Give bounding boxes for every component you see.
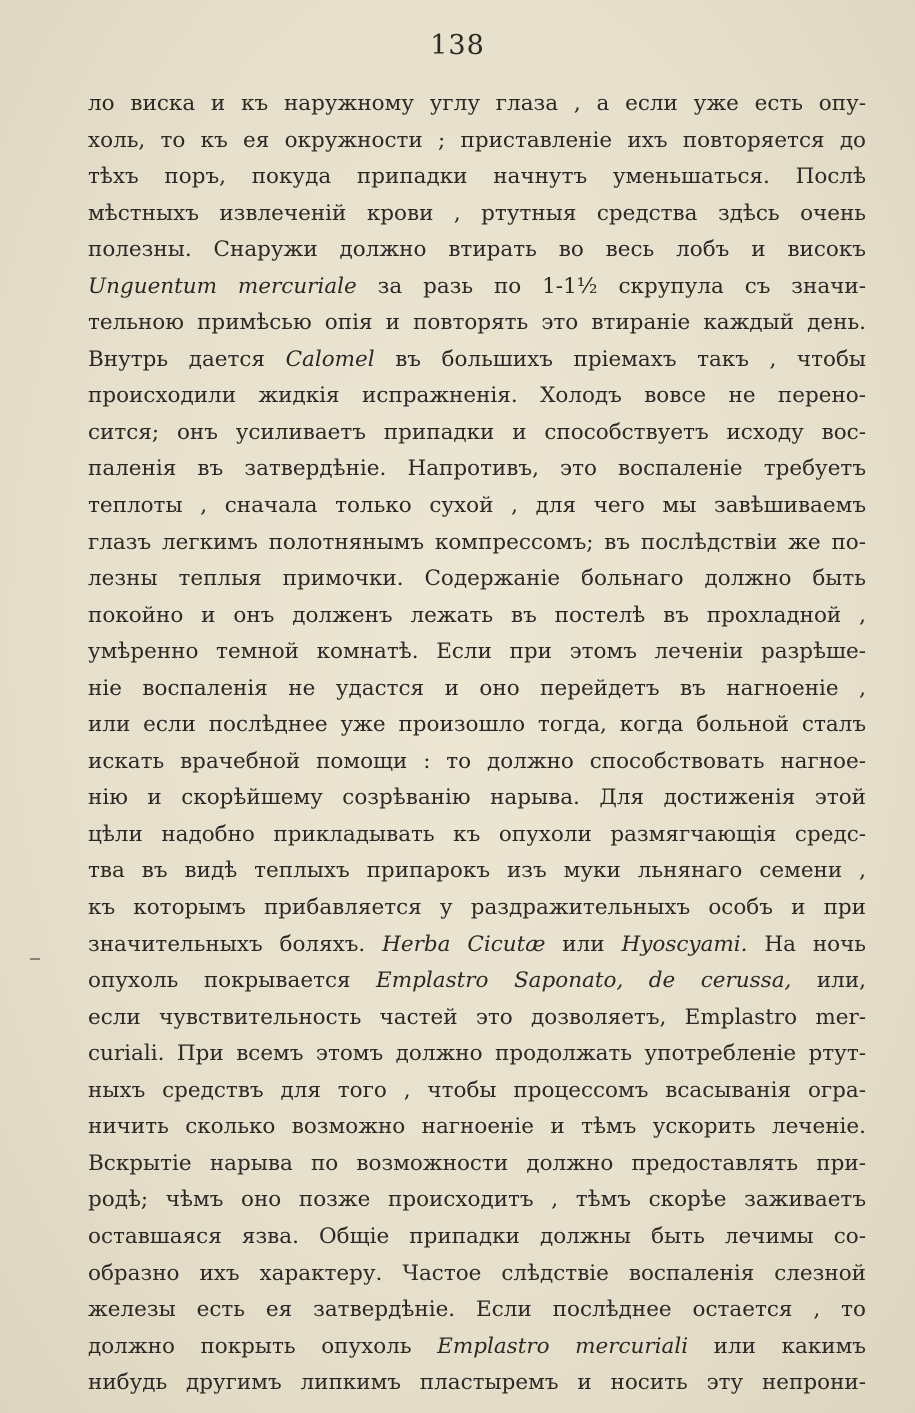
page-number: 138: [430, 30, 485, 61]
text-line: [88, 927, 866, 964]
text-segment: происходили жидкія испражненія. Холодъ вовсе не перено-: [88, 383, 866, 409]
text-segment: если чувствительность частей это дозволяетъ, Emplastro mer-: [88, 1004, 866, 1030]
text-segment: холь, то къ ея окружности ; приставленіе ихъ повторяется до: [88, 127, 866, 153]
text-segment: искать врачебной помощи : то должно способствовать нагное-: [88, 748, 866, 774]
text-line: [88, 86, 866, 123]
text-line: [88, 378, 866, 415]
text-line: [88, 232, 866, 269]
italic-segment: Emplastro Saponato, de cerussa,: [376, 968, 792, 994]
text-segment: родѣ; чѣмъ оно позже происходитъ , тѣмъ скорѣе заживаетъ: [88, 1187, 866, 1213]
italic-segment: Calomel: [285, 346, 375, 372]
text-segment: глазъ легкимъ полотнянымъ компрессомъ; въ послѣдствіи же по-: [88, 529, 866, 555]
text-segment: за разь по 1-1½ скрупула съ значи-: [356, 273, 866, 299]
text-line: [88, 963, 866, 1000]
text-line: [88, 269, 866, 306]
text-line: [88, 890, 866, 927]
text-line: [88, 123, 866, 160]
text-segment: ничить сколько возможно нагноеніе и тѣмъ ускорить леченіе.: [88, 1114, 866, 1140]
text-segment: нію и скорѣйшему созрѣванію нарыва. Для достиженія этой: [88, 785, 866, 811]
text-segment: теплоты , сначала только сухой , для чего мы завѣшиваемъ: [88, 493, 866, 519]
text-line: [88, 1073, 866, 1110]
text-segment: покойно и онъ долженъ лежать въ постелѣ въ прохладной ,: [88, 602, 866, 628]
text-segment: железы есть ея затвердѣніе. Если послѣднее остается , то: [88, 1297, 866, 1323]
text-segment: паленія въ затвердѣніе. Напротивъ, это воспаленіе требуетъ: [88, 456, 866, 482]
text-segment: полезны. Снаружи должно втирать во весь лобъ и високъ: [88, 237, 866, 263]
text-line: [88, 780, 866, 817]
text-line: [88, 451, 866, 488]
text-line: [88, 1256, 866, 1293]
text-line: [88, 671, 866, 708]
text-segment: или: [545, 931, 622, 957]
text-line: [88, 1329, 866, 1366]
text-segment: образно ихъ характеру. Частое слѣдствіе воспаленія слезной: [88, 1260, 866, 1286]
text-line: [88, 1182, 866, 1219]
text-line: [88, 634, 866, 671]
text-segment: должно покрыть опухоль: [88, 1333, 438, 1359]
text-line: [88, 196, 866, 233]
text-segment: значительныхъ боляхъ.: [88, 931, 383, 957]
text-line: [88, 415, 866, 452]
text-line: [88, 1292, 866, 1329]
text-line: [88, 1146, 866, 1183]
text-line: [88, 707, 866, 744]
text-line: [88, 561, 866, 598]
italic-segment: Unguentum mercuriale: [88, 273, 357, 299]
text-line: [88, 1036, 866, 1073]
text-line: [88, 1219, 866, 1256]
text-segment: умѣренно темной комнатѣ. Если при этомъ леченіи разрѣше-: [88, 639, 866, 665]
text-line: [88, 1365, 866, 1402]
body-text: [88, 86, 866, 1402]
text-segment: тельною примѣсью опія и повторять это втираніе каждый день.: [88, 310, 866, 336]
text-line: [88, 305, 866, 342]
italic-segment: Herba Cicutæ: [382, 931, 546, 957]
italic-segment: Emplastro mercuriali: [437, 1333, 689, 1359]
text-segment: въ большихъ пріемахъ такъ , чтобы: [374, 346, 866, 372]
text-line: [88, 853, 866, 890]
text-segment: или если послѣднее уже произошло тогда, когда больной сталъ: [88, 712, 866, 738]
text-line: [88, 488, 866, 525]
text-line: [88, 744, 866, 781]
text-segment: мѣстныхъ извлеченій крови , ртутныя средства здѣсь очень: [88, 200, 866, 226]
text-segment: цѣли надобно прикладывать къ опухоли размягчающія средс-: [88, 821, 866, 847]
text-line: [88, 1000, 866, 1037]
text-segment: или,: [791, 968, 866, 994]
text-segment: нибудь другимъ липкимъ пластыремъ и носить эту непрони-: [88, 1370, 866, 1396]
text-segment: опухоль покрывается: [88, 968, 377, 994]
text-segment: ло виска и къ наружному углу глаза , а если уже есть опу-: [88, 91, 866, 116]
text-segment: сится; онъ усиливаетъ припадки и способствуетъ исходу вос-: [88, 419, 866, 445]
text-segment: къ которымъ прибавляется у раздражительныхъ особъ и при: [88, 895, 866, 921]
text-line: [88, 598, 866, 635]
text-line: [88, 159, 866, 196]
margin-mark: [30, 958, 40, 960]
italic-segment: Hyoscyami.: [621, 931, 748, 957]
text-line: [88, 525, 866, 562]
text-segment: лезны теплыя примочки. Содержаніе больнаго должно быть: [88, 566, 866, 592]
text-segment: ныхъ средствъ для того , чтобы процессомъ всасыванія огра-: [88, 1077, 866, 1103]
text-segment: Внутрь дается: [88, 346, 286, 372]
text-line: [88, 342, 866, 379]
text-line: [88, 1109, 866, 1146]
text-segment: тва въ видѣ теплыхъ припарокъ изъ муки льнянаго семени ,: [88, 858, 866, 884]
text-segment: или какимъ: [688, 1333, 866, 1359]
text-segment: Вскрытіе нарыва по возможности должно предоставлять при-: [88, 1150, 866, 1176]
text-segment: curiali. При всемъ этомъ должно продолжать употребленіе ртут-: [88, 1041, 866, 1067]
text-segment: тѣхъ поръ, покуда припадки начнутъ уменьшаться. Послѣ: [88, 164, 866, 190]
text-segment: оставшаяся язва. Общіе припадки должны быть лечимы со-: [88, 1223, 866, 1249]
text-line: [88, 817, 866, 854]
text-segment: На ночь: [747, 931, 866, 957]
text-segment: ніе воспаленія не удастся и оно перейдетъ въ нагноеніе ,: [88, 675, 866, 701]
